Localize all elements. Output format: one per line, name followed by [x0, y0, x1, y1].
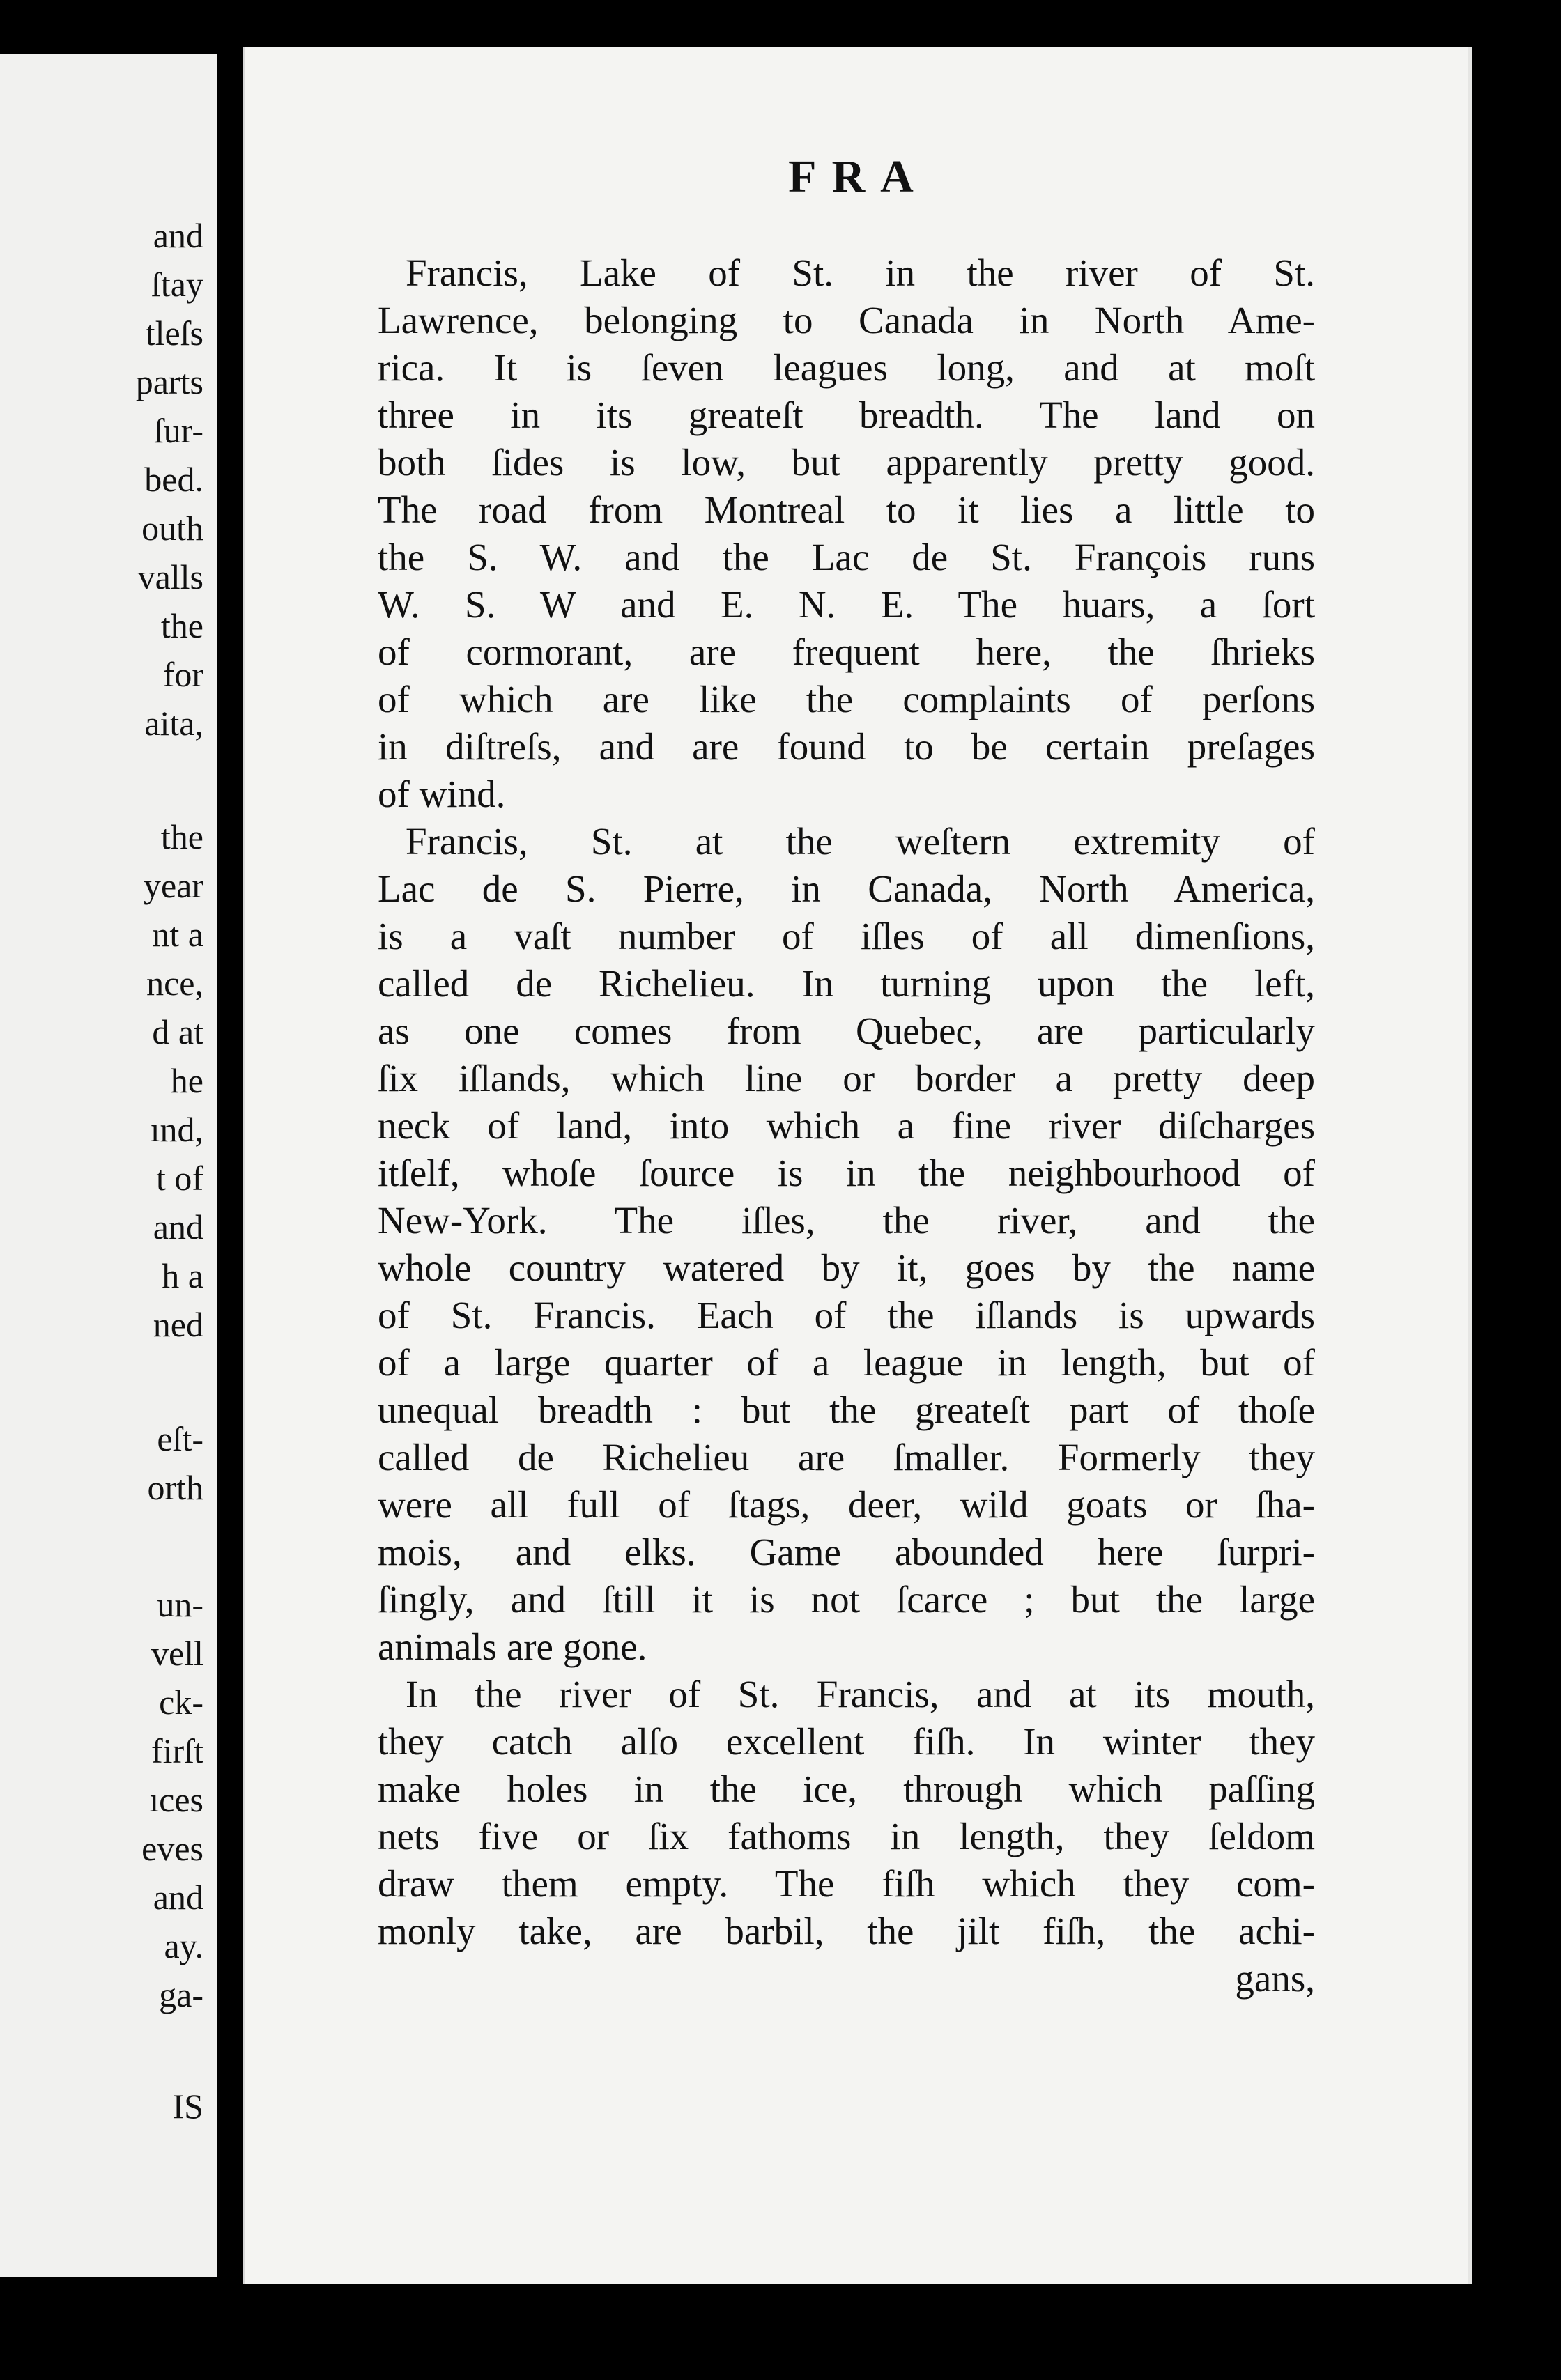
left-fragment: ſur-	[153, 411, 203, 450]
text-line: of cormorant, are frequent here, the ſhrieks	[378, 631, 1315, 673]
paragraph-river-fishing	[378, 1671, 1315, 1955]
text-line: mois, and elks. Game abounded here ſurpri-	[378, 1531, 1315, 1573]
left-fragment: ınd,	[150, 1110, 203, 1149]
text-line: whole country watered by it, goes by the name	[378, 1246, 1315, 1289]
book-page	[243, 47, 1472, 2284]
text-line: called de Richelieu are ſmaller. Formerly they	[378, 1436, 1315, 1478]
text-line: of which are like the complaints of perſons	[378, 678, 1315, 720]
text-line: monly take, are barbil, the jilt fiſh, the achi-	[378, 1910, 1315, 1952]
text-line: called de Richelieu. In turning upon the left,	[378, 962, 1315, 1005]
text-line: they catch alſo excellent fiſh. In winter they	[378, 1720, 1315, 1763]
left-fragment: un-	[157, 1585, 203, 1624]
left-fragment: ſtay	[151, 265, 203, 304]
left-fragment: bed.	[144, 460, 203, 499]
text-line: as one comes from Quebec, are particularly	[378, 1010, 1315, 1052]
left-fragment: vell	[151, 1634, 203, 1673]
text-line: draw them empty. The fiſh which they com-	[378, 1862, 1315, 1905]
left-fragment: nce,	[146, 964, 203, 1003]
text-line: the S. W. and the Lac de St. François runs	[378, 536, 1315, 578]
text-line: Lac de S. Pierre, in Canada, North America,	[378, 867, 1315, 910]
left-fragment: eſt-	[157, 1419, 203, 1458]
text-line: of St. Francis. Each of the iſlands is upwards	[378, 1294, 1315, 1336]
text-line: both ſides is low, but apparently pretty good.	[378, 441, 1315, 484]
left-fragment: firſt	[151, 1731, 203, 1770]
text-line: three in its greateſt breadth. The land on	[378, 394, 1315, 436]
text-line: were all full of ſtags, deer, wild goats or ſha-	[378, 1483, 1315, 1526]
text-line: itſelf, whoſe ſource is in the neighbourhood of	[378, 1152, 1315, 1194]
left-fragment: d at	[152, 1012, 203, 1051]
left-fragment: aita,	[144, 704, 203, 743]
text-line: neck of land, into which a fine river diſcharges	[378, 1104, 1315, 1147]
left-fragment: t of	[155, 1159, 203, 1198]
left-fragment: and	[153, 216, 203, 255]
text-line: New-York. The iſles, the river, and the	[378, 1199, 1315, 1242]
text-line: is a vaſt number of iſles of all dimenſions,	[378, 915, 1315, 957]
text-line: nets five or ſix fathoms in length, they ſeldom	[378, 1815, 1315, 1857]
left-fragment: valls	[137, 557, 203, 596]
left-fragment: ck-	[159, 1683, 203, 1722]
left-fragment: the	[160, 817, 203, 856]
left-fragment: the	[160, 606, 203, 645]
text-line: W. S. W and E. N. E. The huars, a ſort	[378, 583, 1315, 626]
left-fragment: for	[162, 655, 203, 694]
page-body	[378, 249, 1315, 2002]
left-fragment: year	[143, 866, 203, 905]
text-line: in diſtreſs, and are found to be certain preſages	[378, 725, 1315, 768]
text-line: make holes in the ice, through which paſſing	[378, 1768, 1315, 1810]
text-line: of a large quarter of a league in length, but of	[378, 1341, 1315, 1384]
running-head: FRA	[788, 151, 929, 202]
left-fragment: ay.	[164, 1926, 203, 1965]
entry-lake-st-francis	[378, 249, 1315, 818]
left-page-fragment	[0, 54, 217, 2277]
left-fragment: parts	[135, 362, 203, 401]
left-fragment: ıces	[149, 1780, 203, 1819]
left-fragment: nt a	[152, 915, 203, 954]
left-fragment: IS	[172, 2087, 203, 2126]
left-fragment: h a	[162, 1256, 203, 1295]
text-line: rica. It is ſeven leagues long, and at moſt	[378, 346, 1315, 389]
left-fragment: he	[170, 1061, 203, 1100]
left-fragment: tleſs	[145, 314, 203, 353]
left-fragment: orth	[147, 1468, 203, 1507]
text-line: of wind.	[378, 773, 506, 815]
text-line: ſix iſlands, which line or border a pretty deep	[378, 1057, 1315, 1099]
left-fragment: ga-	[159, 1975, 203, 2014]
text-line: Francis, Lake of St. in the river of St.	[406, 252, 1315, 294]
text-line: Francis, St. at the weſtern extremity of	[406, 820, 1315, 863]
left-fragment: and	[153, 1207, 203, 1246]
entry-st-francis	[378, 818, 1315, 1671]
text-line: ſingly, and ſtill it is not ſcarce ; but the large	[378, 1578, 1315, 1621]
left-fragment: and	[153, 1878, 203, 1917]
left-fragment: ned	[153, 1305, 203, 1344]
catchword: gans,	[1235, 1957, 1315, 2000]
text-line: Lawrence, belonging to Canada in North Ame-	[378, 299, 1315, 341]
text-line: The road from Montreal to it lies a little to	[378, 488, 1315, 531]
text-line: In the river of St. Francis, and at its mouth,	[406, 1673, 1315, 1715]
left-fragment: eves	[141, 1829, 203, 1868]
text-line: animals are gone.	[378, 1625, 647, 1668]
left-fragment: outh	[141, 509, 203, 548]
text-line: unequal breadth : but the greateſt part of thoſe	[378, 1389, 1315, 1431]
